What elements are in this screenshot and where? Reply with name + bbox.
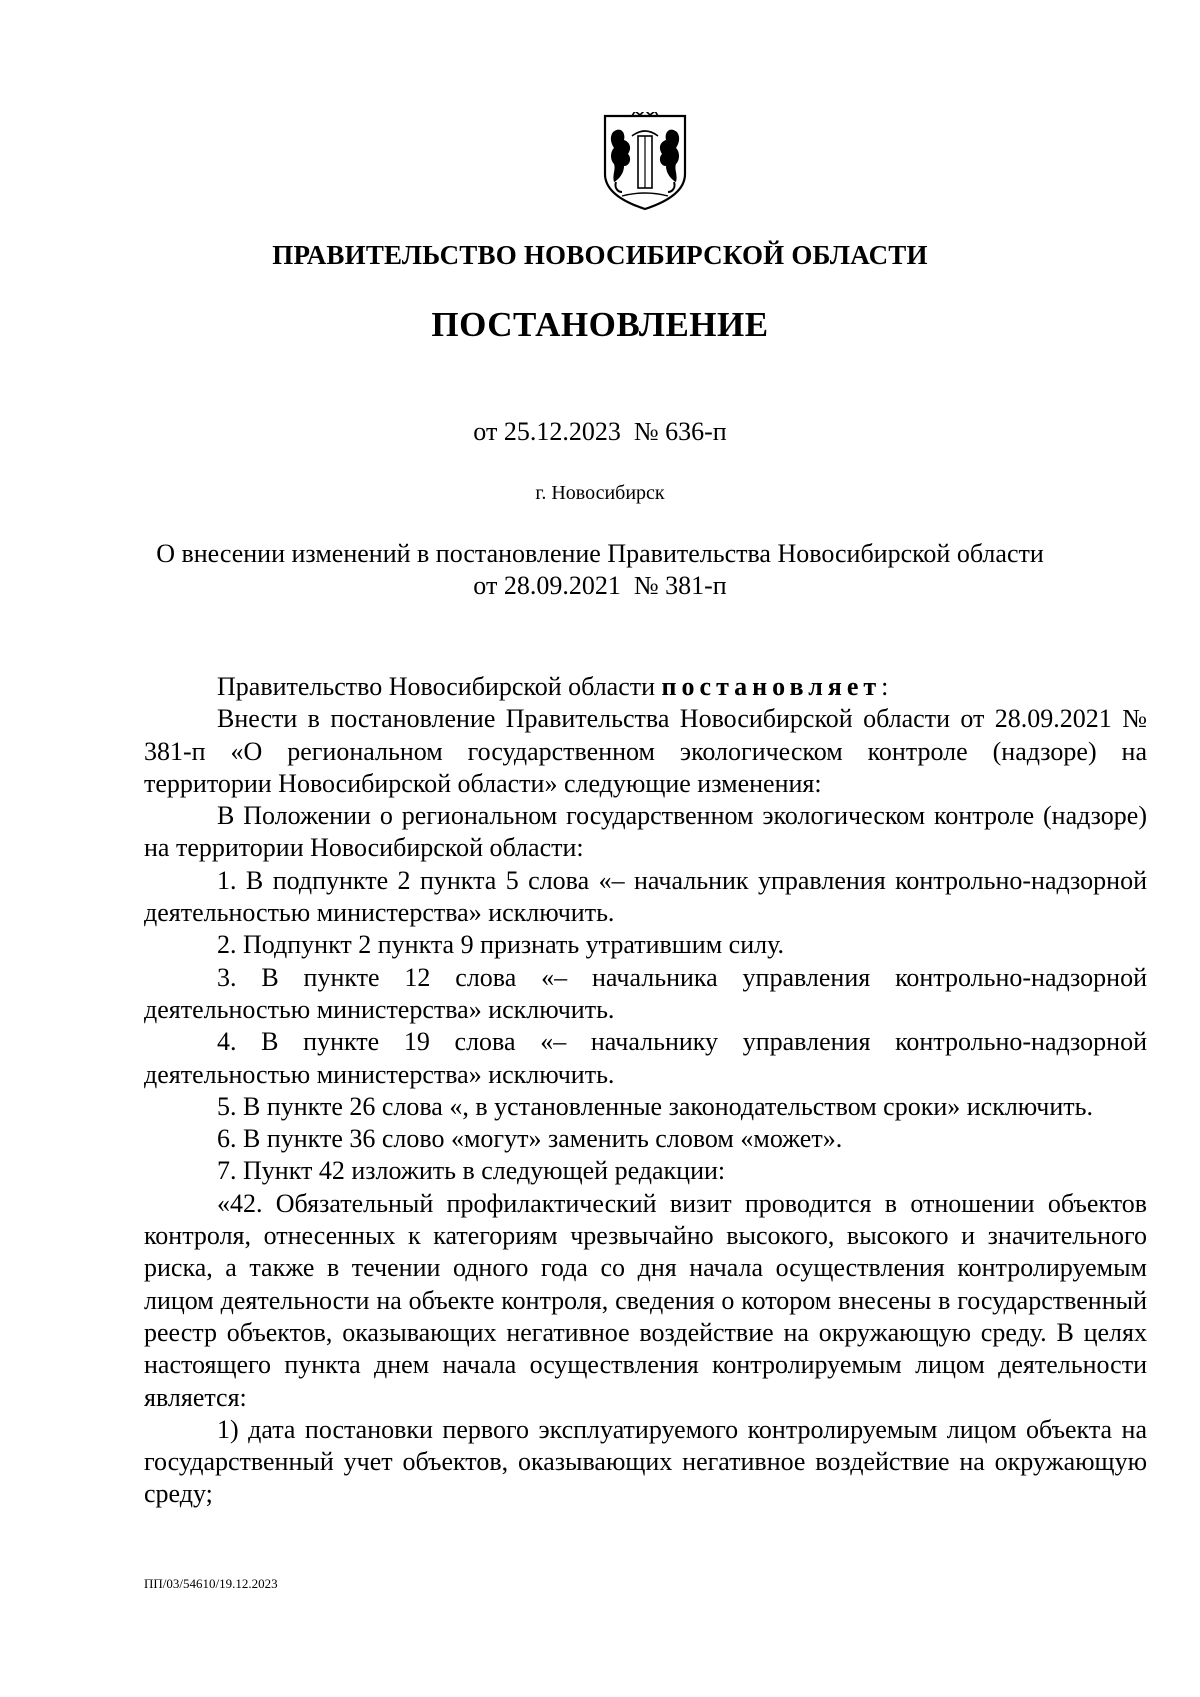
novosibirsk-coat-of-arms-icon [602, 112, 688, 212]
body-paragraph: 7. Пункт 42 изложить в следующей редакции: [217, 1156, 726, 1186]
government-title: ПРАВИТЕЛЬСТВО НОВОСИБИРСКОЙ ОБЛАСТИ [272, 240, 928, 270]
body-paragraph: Внести в постановление Правительства Новосибирской области от 28.09.2021 № 381-п «О региональном государственном экологическом контроле (надзоре) на территории Новосибирской области» следующие изменения: [144, 704, 1147, 798]
document-body [144, 671, 1147, 1511]
document-date-number: от 25.12.2023 № 636-п [473, 417, 727, 446]
document-footer-code: ПП/03/54610/19.12.2023 [144, 1576, 278, 1591]
subject-line-1: О внесении изменений в постановление Правительства Новосибирской области [156, 539, 1044, 568]
document-subject [0, 538, 1200, 602]
body-paragraph: 5. В пункте 26 слова «, в установленные законодательством сроки» исключить. [217, 1091, 1093, 1121]
intro-prefix: Правительство Новосибирской области [217, 672, 662, 701]
body-paragraph: 6. В пункте 36 слово «могут» заменить словом «может». [217, 1124, 843, 1154]
body-paragraph: «42. Обязательный профилактический визит проводится в отношении объектов контроля, отнесенных к категориям чрезвычайно высокого, высокого и значительного риска, а также в течении одного года со дня начала осуществления контролируемым лицом деятельности на объекте контроля, сведения о котором внесены в государственный реестр объектов, оказывающих негативное воздействие на окружающую среду. В целях настоящего пункта днем начала осуществления контролируемым лицом деятельности является: [144, 1188, 1147, 1412]
document-type: ПОСТАНОВЛЕНИЕ [431, 305, 769, 344]
body-paragraph: 1) дата постановки первого эксплуатируемого контролируемым лицом объекта на государственный учет объектов, оказывающих негативное воздействие на окружающую среду; [144, 1414, 1147, 1509]
body-paragraph: В Положении о региональном государственном экологическом контроле (надзоре) на территории Новосибирской области: [144, 801, 1147, 863]
body-paragraph: 1. В подпункте 2 пункта 5 слова «– начальник управления контрольно-надзорной деятельностью министерства» исключить. [144, 865, 1147, 928]
body-paragraph: 4. В пункте 19 слова «– начальнику управления контрольно-надзорной деятельностью министерства» исключить. [144, 1027, 1147, 1089]
intro-suffix: : [881, 672, 889, 701]
body-paragraph: 2. Подпункт 2 пункта 9 признать утратившим силу. [217, 930, 784, 960]
document-city: г. Новосибирск [535, 482, 665, 504]
intro-keyword: постановляет [661, 672, 882, 701]
body-paragraph: 3. В пункте 12 слова «– начальника управления контрольно-надзорной деятельностью министерства» исключить. [144, 962, 1147, 1024]
subject-line-2: от 28.09.2021 № 381-п [473, 571, 727, 600]
resolution-intro [144, 671, 1147, 703]
